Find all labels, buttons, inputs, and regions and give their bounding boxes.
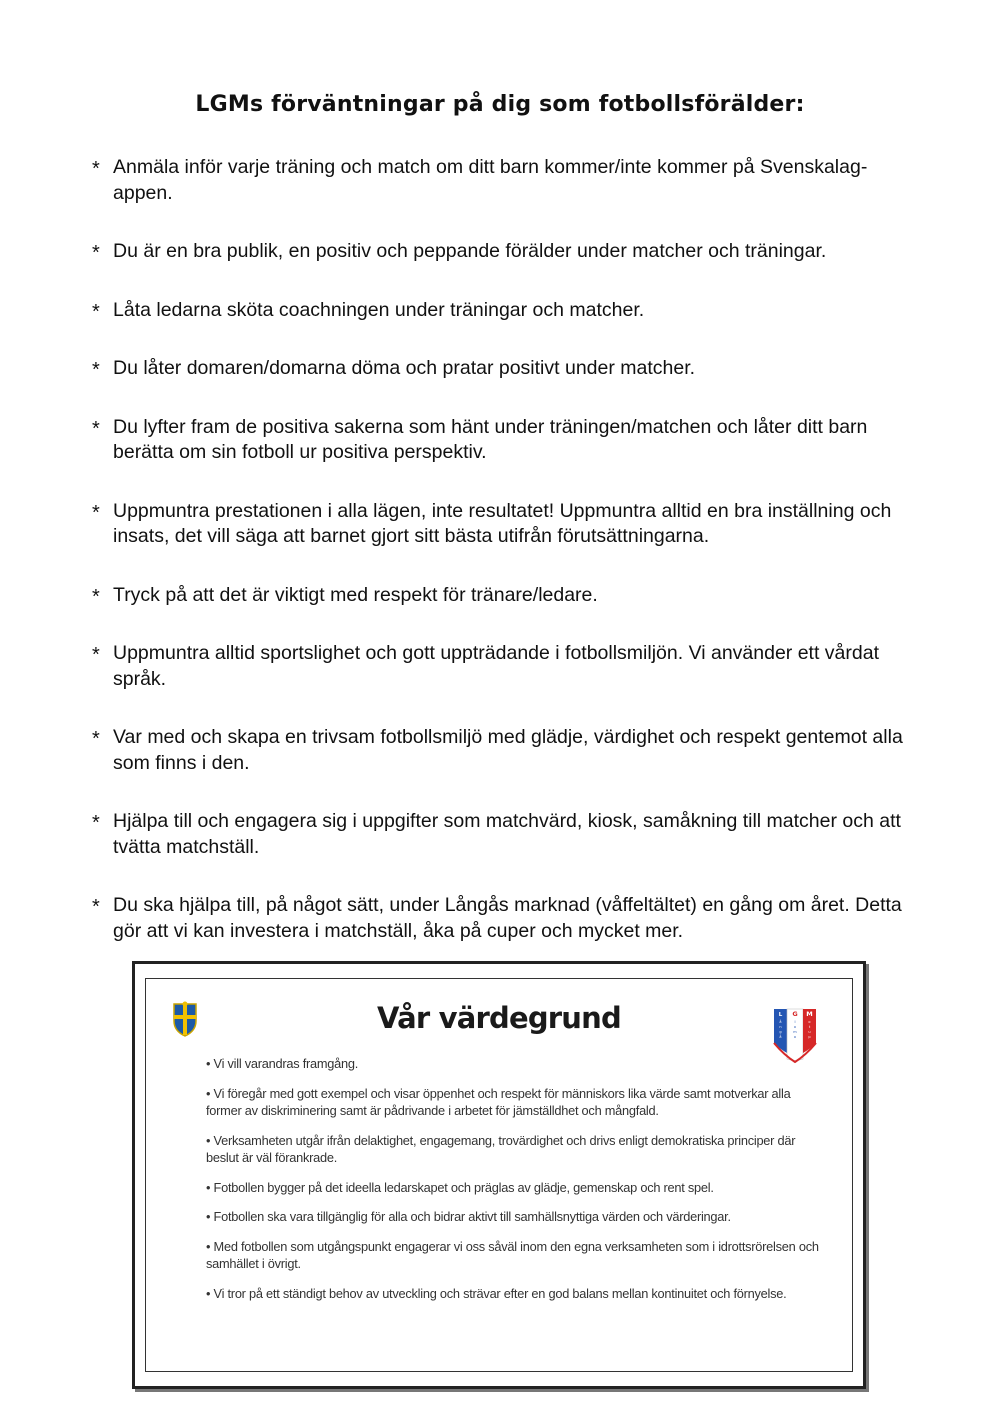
values-image-frame	[132, 961, 866, 1389]
bullet-asterisk: *	[92, 158, 100, 180]
svg-text:o: o	[793, 1035, 797, 1039]
expectation-text: Låta ledarna sköta coachningen under träningar och matcher.	[113, 298, 645, 321]
values-item	[206, 1132, 826, 1167]
values-text: Verksamheten utgår ifrån delaktighet, engagemang, trovärdighet och drivs enligt demokratiska principer där beslut är väl förankrade.	[206, 1132, 796, 1165]
bullet-asterisk: *	[92, 242, 100, 264]
values-text: Vi tror på ett ständigt behov av utveckling och strävar efter en god balans mellan kontinuitet och förnyelse.	[213, 1285, 787, 1301]
svg-text:M: M	[806, 1010, 813, 1018]
expectation-item	[92, 298, 912, 324]
svg-text:G: G	[792, 1010, 798, 1018]
values-text: Vi föregår med gott exempel och visar öppenhet och respekt för människors lika värde samt motverkar alla former av diskriminering samt är pådrivande i arbetet för jämställdhet och mångfald.	[206, 1085, 791, 1118]
values-text: Fotbollen bygger på det ideella ledarskapet och präglas av glädje, gemenskap och rent spel.	[213, 1179, 714, 1195]
svg-text:I: I	[794, 1020, 796, 1024]
svg-text:o: o	[808, 1020, 811, 1024]
svg-text:p: p	[808, 1035, 811, 1039]
expectation-text: Hjälpa till och engagera sig i uppgifter som matchvärd, kiosk, samåkning till matcher och att tvätta matchställ.	[113, 810, 901, 858]
values-text: Med fotbollen som utgångspunkt engagerar vi oss såväl inom den egna verksamheten som i idrottsrörelsen och samhället i övrigt.	[206, 1238, 819, 1271]
bullet-asterisk: *	[92, 812, 100, 834]
svg-text:m: m	[793, 1030, 797, 1034]
svg-text:o: o	[793, 1025, 797, 1029]
bullet-asterisk: *	[92, 300, 100, 323]
bullet-asterisk: *	[92, 359, 100, 381]
expectation-item	[92, 155, 912, 206]
values-item	[206, 1085, 826, 1120]
bullet-asterisk: *	[92, 417, 100, 440]
expectation-text: Uppmuntra prestationen i alla lägen, inte resultatet! Uppmuntra alltid en bra inställning och insats, det vill säga att barnet gjort sitt bästa utifrån förutsättningarna.	[113, 499, 892, 547]
expectation-text: Var med och skapa en trivsam fotbollsmiljö med glädje, värdighet och respekt gentemot alla som finns i den.	[113, 726, 903, 774]
values-item	[206, 1285, 826, 1303]
expectations-list	[92, 155, 912, 977]
expectation-item	[92, 415, 912, 466]
expectation-item	[92, 499, 912, 550]
expectation-text: Tryck på att det är viktigt med respekt för tränare/ledare.	[113, 583, 598, 606]
bullet-asterisk: *	[92, 501, 100, 524]
expectation-item	[92, 725, 912, 776]
svg-text:t: t	[808, 1025, 811, 1029]
values-title: Vår värdegrund	[377, 1001, 621, 1035]
expectation-text: Du lyfter fram de positiva sakerna som hänt under träningen/matchen och låter ditt barn berätta om sin fotboll ur positiva perspektiv.	[113, 415, 868, 463]
expectation-item	[92, 356, 912, 382]
values-item	[206, 1208, 826, 1226]
expectation-text: Uppmuntra alltid sportslighet och gott uppträdande i fotbollsmiljön. Vi använder ett vårdat språk.	[113, 642, 880, 690]
svg-text:L: L	[778, 1012, 783, 1018]
values-bullet: •	[206, 1179, 211, 1195]
svg-text:n: n	[779, 1025, 782, 1029]
svg-text:å: å	[779, 1035, 782, 1039]
expectation-item	[92, 239, 912, 265]
values-item	[206, 1238, 826, 1273]
expectation-item	[92, 641, 912, 692]
values-text: Fotbollen ska vara tillgänglig för alla och bidrar aktivt till samhällsnyttiga värden och värderingar.	[213, 1209, 731, 1224]
expectation-item	[92, 893, 912, 944]
svg-text:å: å	[779, 1020, 782, 1024]
values-list	[206, 1055, 826, 1314]
values-bullet: •	[206, 1056, 211, 1071]
values-bullet: •	[206, 1238, 211, 1254]
bullet-asterisk: *	[92, 585, 100, 608]
values-bullet: •	[206, 1285, 211, 1301]
svg-text:u: u	[808, 1030, 811, 1034]
expectation-text: Anmäla inför varje träning och match om ditt barn kommer/inte kommer på Svenskalag-appen.	[113, 156, 868, 204]
bullet-asterisk: *	[92, 644, 100, 666]
page-title: LGMs förväntningar på dig som fotbollsförälder:	[195, 92, 805, 117]
values-bullet: •	[206, 1085, 211, 1101]
values-item	[206, 1055, 826, 1073]
values-bullet: •	[206, 1132, 211, 1148]
values-bullet: •	[206, 1209, 211, 1224]
values-inner-border	[145, 978, 853, 1372]
bullet-asterisk: *	[92, 896, 100, 918]
expectation-text: Du är en bra publik, en positiv och peppande förälder under matcher och träningar.	[113, 240, 827, 262]
bullet-asterisk: *	[92, 728, 100, 750]
expectation-text: Du ska hjälpa till, på något sätt, under Långås marknad (våffeltältet) en gång om året. Detta gör att vi kan investera i matchställ, åka på cuper och mycket mer.	[113, 894, 902, 942]
expectation-item	[92, 809, 912, 860]
expectation-item	[92, 583, 912, 609]
values-text: Vi vill varandras framgång.	[213, 1056, 359, 1071]
expectation-text: Du låter domaren/domarna döma och pratar positivt under matcher.	[113, 357, 696, 379]
svg-text:g: g	[779, 1030, 782, 1034]
values-item	[206, 1179, 826, 1197]
